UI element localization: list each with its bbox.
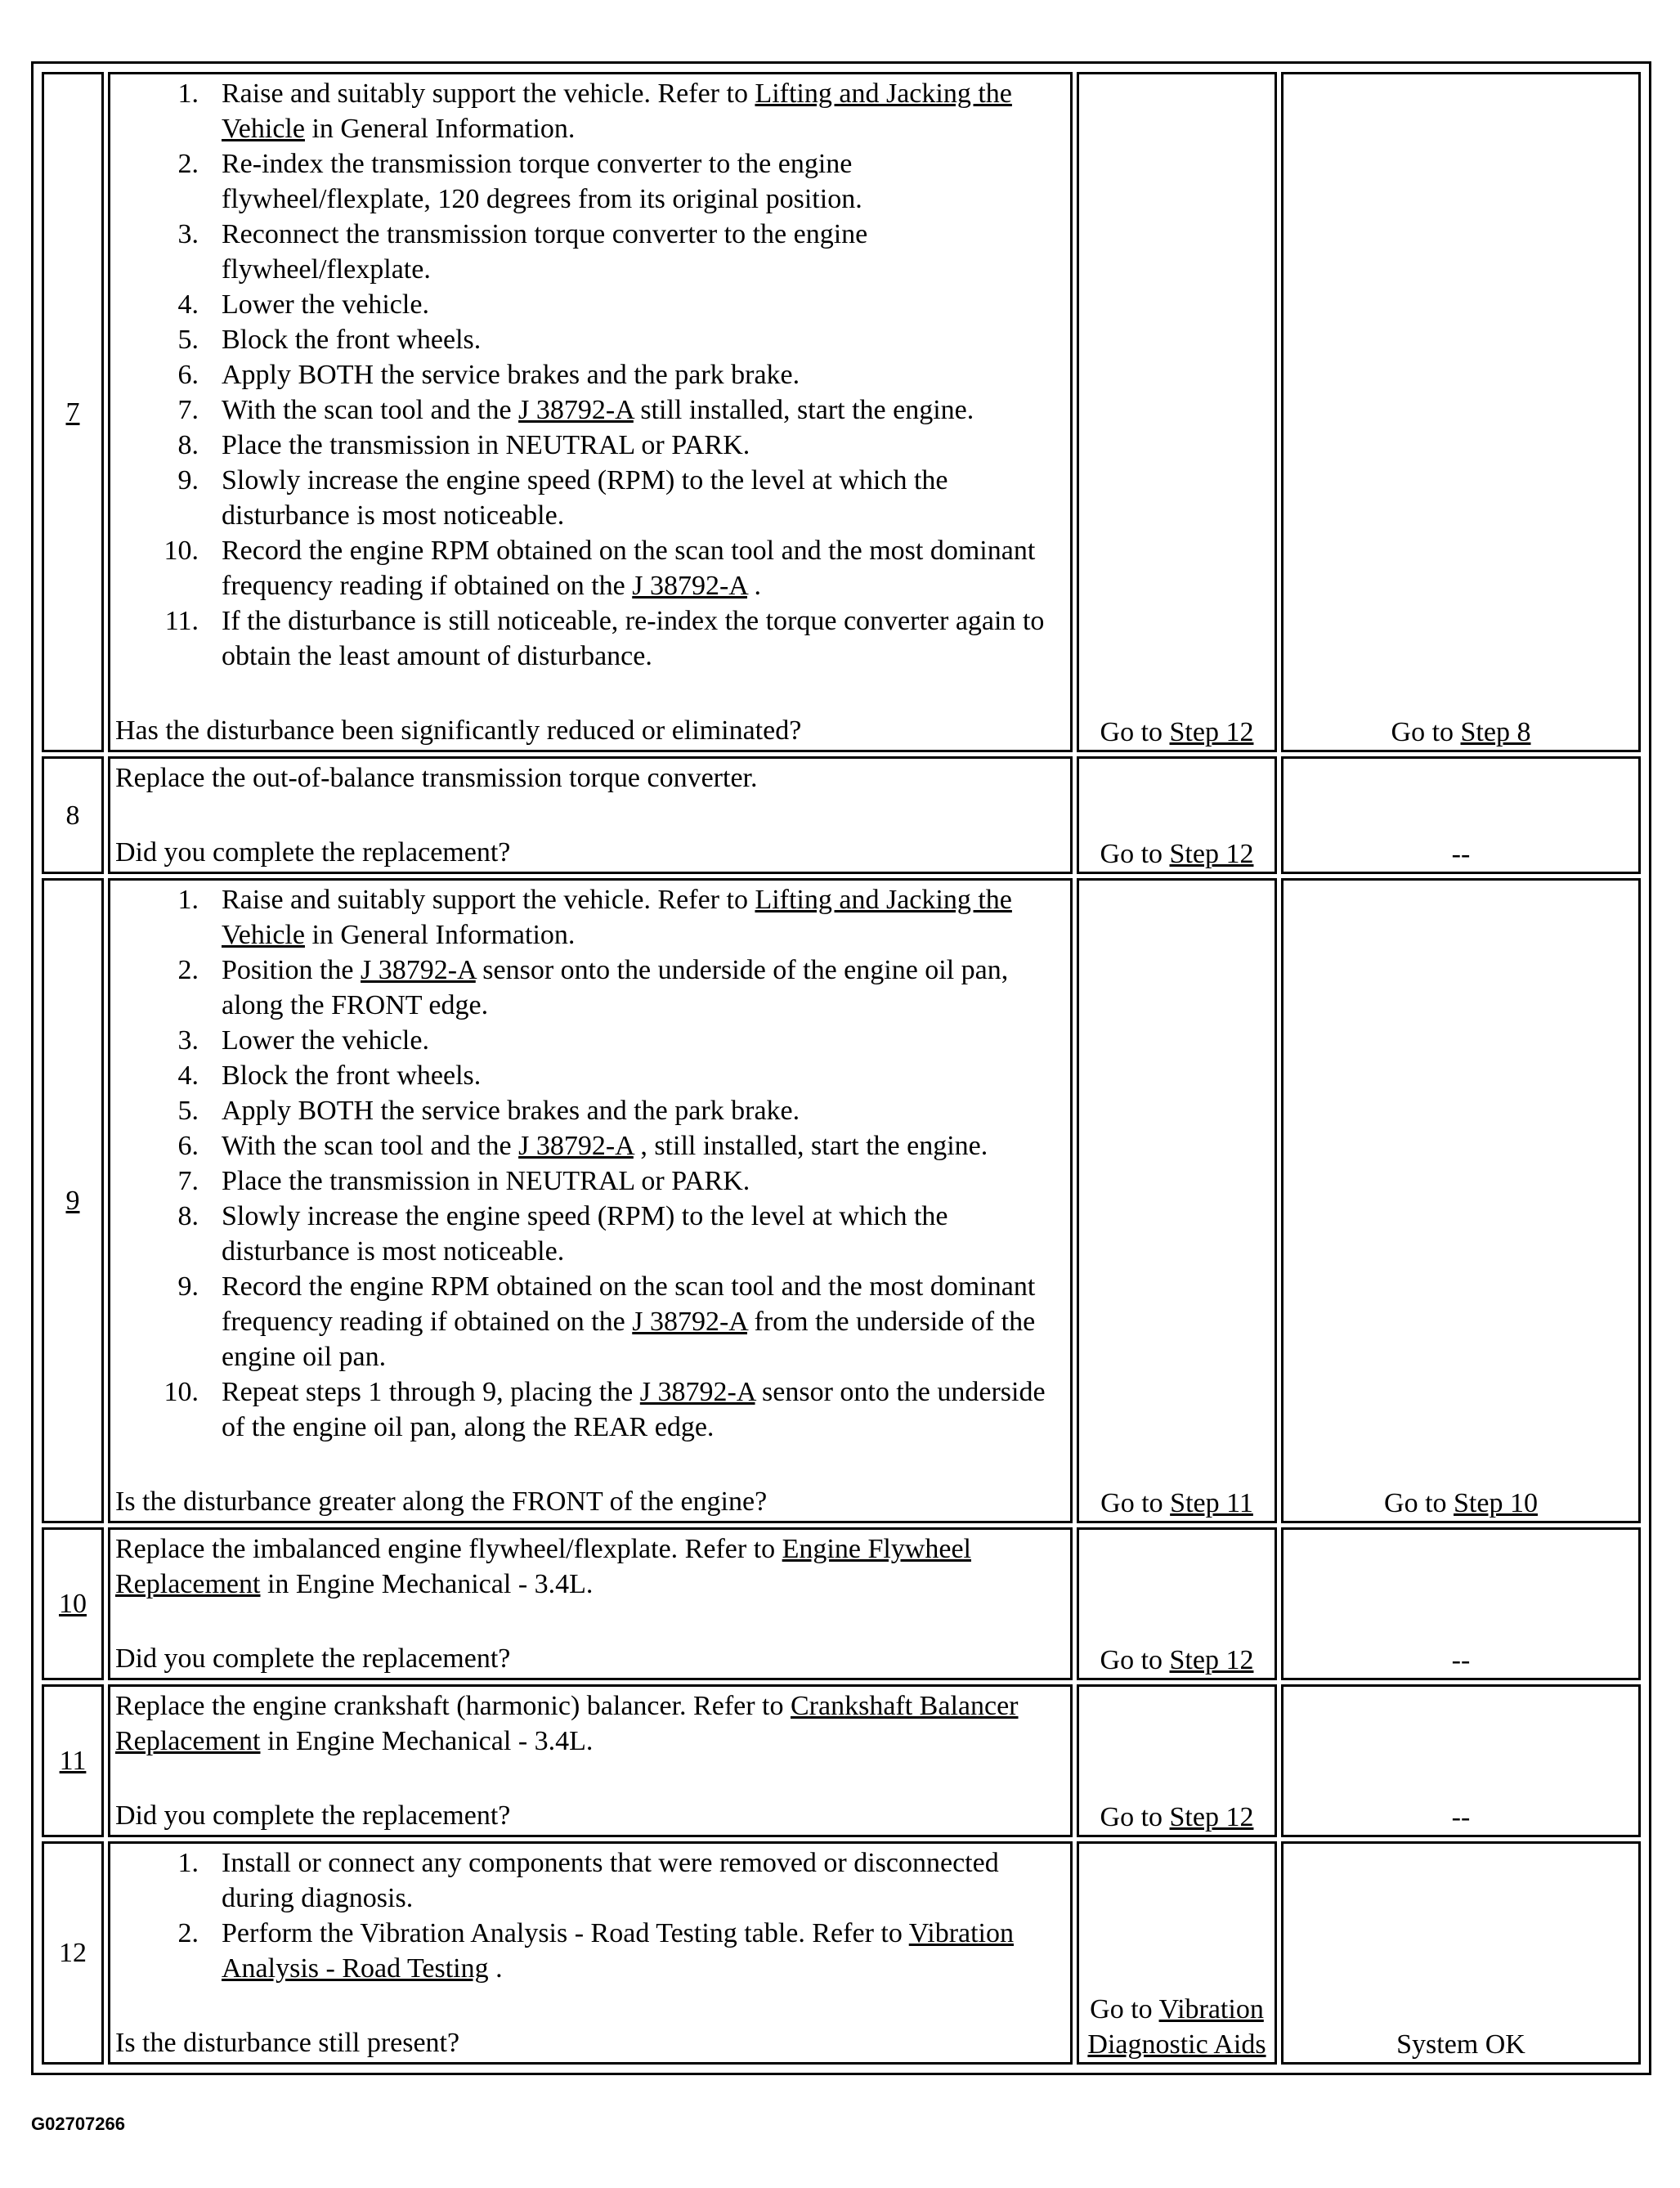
list-item-number: 5.	[177, 1096, 199, 1126]
list-item	[115, 428, 1065, 463]
action-text: Replace the out-of-balance transmission torque converter.	[115, 763, 758, 793]
spacer	[115, 1986, 1065, 2025]
list-item	[115, 287, 1065, 322]
list-item	[115, 1023, 1065, 1058]
procedure-text: Repeat steps 1 through 9, placing the	[222, 1377, 640, 1407]
action-content	[115, 1531, 1065, 1676]
list-item-number: 2.	[177, 955, 199, 985]
list-item	[115, 882, 1065, 953]
list-item-number: 10.	[164, 536, 199, 566]
list-item-number: 2.	[177, 149, 199, 179]
no-text: --	[1451, 1802, 1471, 1832]
procedure-link[interactable]: Lifting and Jacking the Vehicle	[222, 885, 1012, 950]
action-text: Replace the imbalanced engine flywheel/flexplate. Refer to	[115, 1534, 782, 1564]
list-item-number: 2.	[177, 1918, 199, 1948]
procedure-text: Slowly increase the engine speed (RPM) to the level at which the disturbance is most noticeable.	[222, 465, 948, 531]
action-link[interactable]: Crankshaft Balancer Replacement	[115, 1691, 1019, 1756]
question-text: Is the disturbance still present?	[115, 2028, 460, 2058]
list-item-text	[222, 1269, 1065, 1374]
no-text: System OK	[1396, 2029, 1525, 2060]
no-text: --	[1451, 839, 1471, 869]
table-row	[42, 72, 1641, 752]
list-item	[115, 1199, 1065, 1269]
list-item	[115, 463, 1065, 533]
no-text: --	[1451, 1645, 1471, 1675]
action-text	[115, 760, 1065, 796]
yes-link[interactable]: Step 12	[1169, 1645, 1254, 1675]
list-item-number: 8.	[177, 430, 199, 460]
list-item-text	[222, 603, 1065, 674]
step-number: 8	[65, 800, 80, 831]
step-number[interactable]: 7	[65, 397, 80, 428]
list-item-text	[222, 428, 1065, 463]
list-item	[115, 392, 1065, 428]
list-item	[115, 603, 1065, 674]
list-item-number: 7.	[177, 1166, 199, 1196]
list-item	[115, 1163, 1065, 1199]
list-item-text	[222, 287, 1065, 322]
procedure-text: still installed, start the engine.	[633, 395, 974, 425]
yes-cell	[1077, 1684, 1277, 1837]
procedure-text: Slowly increase the engine speed (RPM) to the level at which the disturbance is most noticeable.	[222, 1201, 948, 1267]
list-item	[115, 953, 1065, 1023]
procedure-text: sensor onto the underside of the engine oil pan, along the FRONT edge.	[222, 955, 1009, 1020]
diagnostic-table	[38, 68, 1645, 2069]
no-cell	[1281, 1527, 1641, 1680]
list-item	[115, 76, 1065, 146]
yes-prefix: Go to	[1100, 1488, 1171, 1518]
procedure-list	[115, 1845, 1065, 1986]
step-number-cell	[42, 1527, 104, 1680]
list-item	[115, 1093, 1065, 1128]
procedure-text: sensor onto the underside of the engine oil pan, along the REAR edge.	[222, 1377, 1046, 1442]
step-number: 12	[59, 1938, 87, 1968]
list-item	[115, 1916, 1065, 1986]
procedure-text: Place the transmission in NEUTRAL or PARK.	[222, 1166, 750, 1196]
table-row	[42, 1684, 1641, 1837]
list-item-text	[222, 76, 1065, 146]
yes-prefix: Go to	[1100, 1802, 1170, 1832]
action-cell	[108, 756, 1073, 874]
procedure-text: With the scan tool and the	[222, 1131, 519, 1161]
no-prefix: Go to	[1391, 717, 1461, 747]
no-prefix: Go to	[1384, 1488, 1454, 1518]
list-item-text	[222, 1093, 1065, 1128]
step-number-cell	[42, 72, 104, 752]
procedure-text: Lower the vehicle.	[222, 1025, 429, 1056]
list-item-number: 9.	[177, 465, 199, 495]
list-item-number: 6.	[177, 1131, 199, 1161]
yes-link[interactable]: Step 11	[1170, 1488, 1253, 1518]
spacer	[115, 1602, 1065, 1641]
table-row	[42, 1527, 1641, 1680]
action-text: in Engine Mechanical - 3.4L.	[260, 1569, 594, 1599]
procedure-text: Apply BOTH the service brakes and the park brake.	[222, 1096, 800, 1126]
question-text: Did you complete the replacement?	[115, 1643, 511, 1674]
list-item-number: 9.	[177, 1271, 199, 1302]
yes-prefix: Go to	[1100, 717, 1170, 747]
spacer	[115, 796, 1065, 835]
no-link[interactable]: Step 10	[1454, 1488, 1538, 1518]
list-item-text	[222, 1199, 1065, 1269]
step-number-cell	[42, 1841, 104, 2065]
list-item-text	[222, 953, 1065, 1023]
action-cell	[108, 1841, 1073, 2065]
list-item	[115, 1058, 1065, 1093]
list-item-text	[222, 146, 1065, 217]
spacer	[115, 674, 1065, 713]
no-cell	[1281, 72, 1641, 752]
yes-link[interactable]: Step 12	[1169, 1802, 1254, 1832]
list-item-number: 8.	[177, 1201, 199, 1231]
question-text: Did you complete the replacement?	[115, 1800, 511, 1831]
list-item	[115, 146, 1065, 217]
procedure-link[interactable]: J 38792-A	[632, 1307, 747, 1337]
action-text	[115, 1688, 1065, 1759]
procedure-text: Record the engine RPM obtained on the scan tool and the most dominant frequency reading if obtained on the	[222, 1271, 1036, 1337]
procedure-text: Perform the Vibration Analysis - Road Testing table. Refer to	[222, 1918, 909, 1948]
list-item-number: 7.	[177, 395, 199, 425]
no-cell	[1281, 878, 1641, 1523]
procedure-text: Place the transmission in NEUTRAL or PARK.	[222, 430, 750, 460]
diagnostic-table-frame	[31, 61, 1651, 2075]
procedure-text: Record the engine RPM obtained on the scan tool and the most dominant frequency reading if obtained on the	[222, 536, 1036, 601]
list-item	[115, 217, 1065, 287]
spacer	[115, 1759, 1065, 1798]
list-item-text	[222, 1023, 1065, 1058]
procedure-text: Reconnect the transmission torque converter to the engine flywheel/flexplate.	[222, 219, 868, 285]
action-cell	[108, 1527, 1073, 1680]
action-cell	[108, 1684, 1073, 1837]
procedure-link[interactable]: Vibration Analysis - Road Testing	[222, 1918, 1014, 1984]
procedure-link[interactable]: Lifting and Jacking the Vehicle	[222, 78, 1012, 144]
action-cell	[108, 878, 1073, 1523]
list-item-text	[222, 1163, 1065, 1199]
procedure-link[interactable]: J 38792-A	[518, 1131, 634, 1161]
procedure-text: With the scan tool and the	[222, 395, 519, 425]
procedure-text: Position the	[222, 955, 361, 985]
procedure-list	[115, 76, 1065, 674]
list-item-text	[222, 217, 1065, 287]
list-item-text	[222, 463, 1065, 533]
list-item-text	[222, 1374, 1065, 1445]
list-item-text	[222, 392, 1065, 428]
list-item-number: 4.	[177, 289, 199, 320]
procedure-link[interactable]: J 38792-A	[361, 955, 476, 985]
yes-cell	[1077, 1527, 1277, 1680]
step-number-cell	[42, 878, 104, 1523]
step-number-cell	[42, 756, 104, 874]
list-item-text	[222, 357, 1065, 392]
step-number[interactable]: 9	[65, 1186, 80, 1216]
list-item	[115, 1374, 1065, 1445]
question-text: Is the disturbance greater along the FRONT of the engine?	[115, 1486, 768, 1517]
procedure-text: Raise and suitably support the vehicle. Refer to	[222, 885, 755, 915]
procedure-text: Apply BOTH the service brakes and the park brake.	[222, 360, 800, 390]
list-item	[115, 322, 1065, 357]
diagnostic-table-body	[42, 72, 1641, 2065]
yes-prefix: Go to	[1100, 1645, 1170, 1675]
action-cell	[108, 72, 1073, 752]
question-text: Did you complete the replacement?	[115, 837, 511, 868]
list-item-number: 1.	[177, 78, 199, 109]
list-item-number: 3.	[177, 1025, 199, 1056]
list-item	[115, 1269, 1065, 1374]
figure-id: G02707266	[31, 2114, 125, 2134]
yes-link[interactable]: Step 12	[1169, 839, 1254, 869]
no-link[interactable]: Step 8	[1460, 717, 1531, 747]
procedure-link[interactable]: J 38792-A	[632, 571, 747, 601]
action-link[interactable]: Engine Flywheel Replacement	[115, 1534, 971, 1599]
action-content	[115, 760, 1065, 870]
list-item-number: 6.	[177, 360, 199, 390]
procedure-text: , still installed, start the engine.	[633, 1131, 988, 1161]
question-text: Has the disturbance been significantly reduced or eliminated?	[115, 715, 802, 746]
step-number-cell	[42, 1684, 104, 1837]
list-item-number: 3.	[177, 219, 199, 249]
list-item-number: 1.	[177, 885, 199, 915]
yes-prefix: Go to	[1090, 1994, 1159, 2024]
table-row	[42, 756, 1641, 874]
list-item	[115, 357, 1065, 392]
list-item-text	[222, 1058, 1065, 1093]
yes-prefix: Go to	[1100, 839, 1170, 869]
list-item-number: 11.	[164, 606, 199, 636]
action-content	[115, 1845, 1065, 2060]
action-text: Replace the engine crankshaft (harmonic) balancer. Refer to	[115, 1691, 791, 1721]
yes-cell	[1077, 72, 1277, 752]
procedure-text: If the disturbance is still noticeable, re-index the torque converter again to obtain the least amount of disturbance.	[222, 606, 1045, 671]
procedure-text: in General Information.	[304, 114, 576, 144]
procedure-text: in General Information.	[304, 920, 576, 950]
procedure-text: .	[746, 571, 761, 601]
list-item-number: 10.	[164, 1377, 199, 1407]
yes-link[interactable]: Vibration Diagnostic Aids	[1087, 1994, 1266, 2060]
yes-cell	[1077, 756, 1277, 874]
no-cell	[1281, 1841, 1641, 2065]
yes-link[interactable]: Step 12	[1169, 717, 1254, 747]
action-text: in Engine Mechanical - 3.4L.	[260, 1726, 594, 1756]
procedure-text: .	[488, 1953, 503, 1984]
procedure-text: Block the front wheels.	[222, 1060, 482, 1091]
no-cell	[1281, 1684, 1641, 1837]
step-number[interactable]: 10	[59, 1589, 87, 1619]
list-item-text	[222, 322, 1065, 357]
action-content	[115, 882, 1065, 1519]
step-number[interactable]: 11	[59, 1746, 87, 1776]
list-item-number: 5.	[177, 325, 199, 355]
procedure-text: Block the front wheels.	[222, 325, 482, 355]
table-row	[42, 878, 1641, 1523]
action-content	[115, 76, 1065, 748]
list-item	[115, 1845, 1065, 1916]
spacer	[115, 1445, 1065, 1484]
action-content	[115, 1688, 1065, 1833]
no-cell	[1281, 756, 1641, 874]
list-item-number: 1.	[177, 1848, 199, 1878]
procedure-link[interactable]: J 38792-A	[518, 395, 634, 425]
table-row	[42, 1841, 1641, 2065]
procedure-text: Raise and suitably support the vehicle. Refer to	[222, 78, 755, 109]
list-item	[115, 533, 1065, 603]
procedure-text: Install or connect any components that were removed or disconnected during diagnosis.	[222, 1848, 999, 1913]
procedure-text: from the underside of the engine oil pan.	[222, 1307, 1036, 1372]
list-item-text	[222, 533, 1065, 603]
list-item-number: 4.	[177, 1060, 199, 1091]
procedure-link[interactable]: J 38792-A	[639, 1377, 755, 1407]
procedure-list	[115, 882, 1065, 1445]
procedure-text: Lower the vehicle.	[222, 289, 429, 320]
list-item-text	[222, 1916, 1065, 1986]
list-item	[115, 1128, 1065, 1163]
list-item-text	[222, 1845, 1065, 1916]
procedure-text: Re-index the transmission torque converter to the engine flywheel/flexplate, 120 degrees from its original position.	[222, 149, 862, 214]
yes-cell	[1077, 878, 1277, 1523]
list-item-text	[222, 1128, 1065, 1163]
action-text	[115, 1531, 1065, 1602]
yes-cell	[1077, 1841, 1277, 2065]
list-item-text	[222, 882, 1065, 953]
